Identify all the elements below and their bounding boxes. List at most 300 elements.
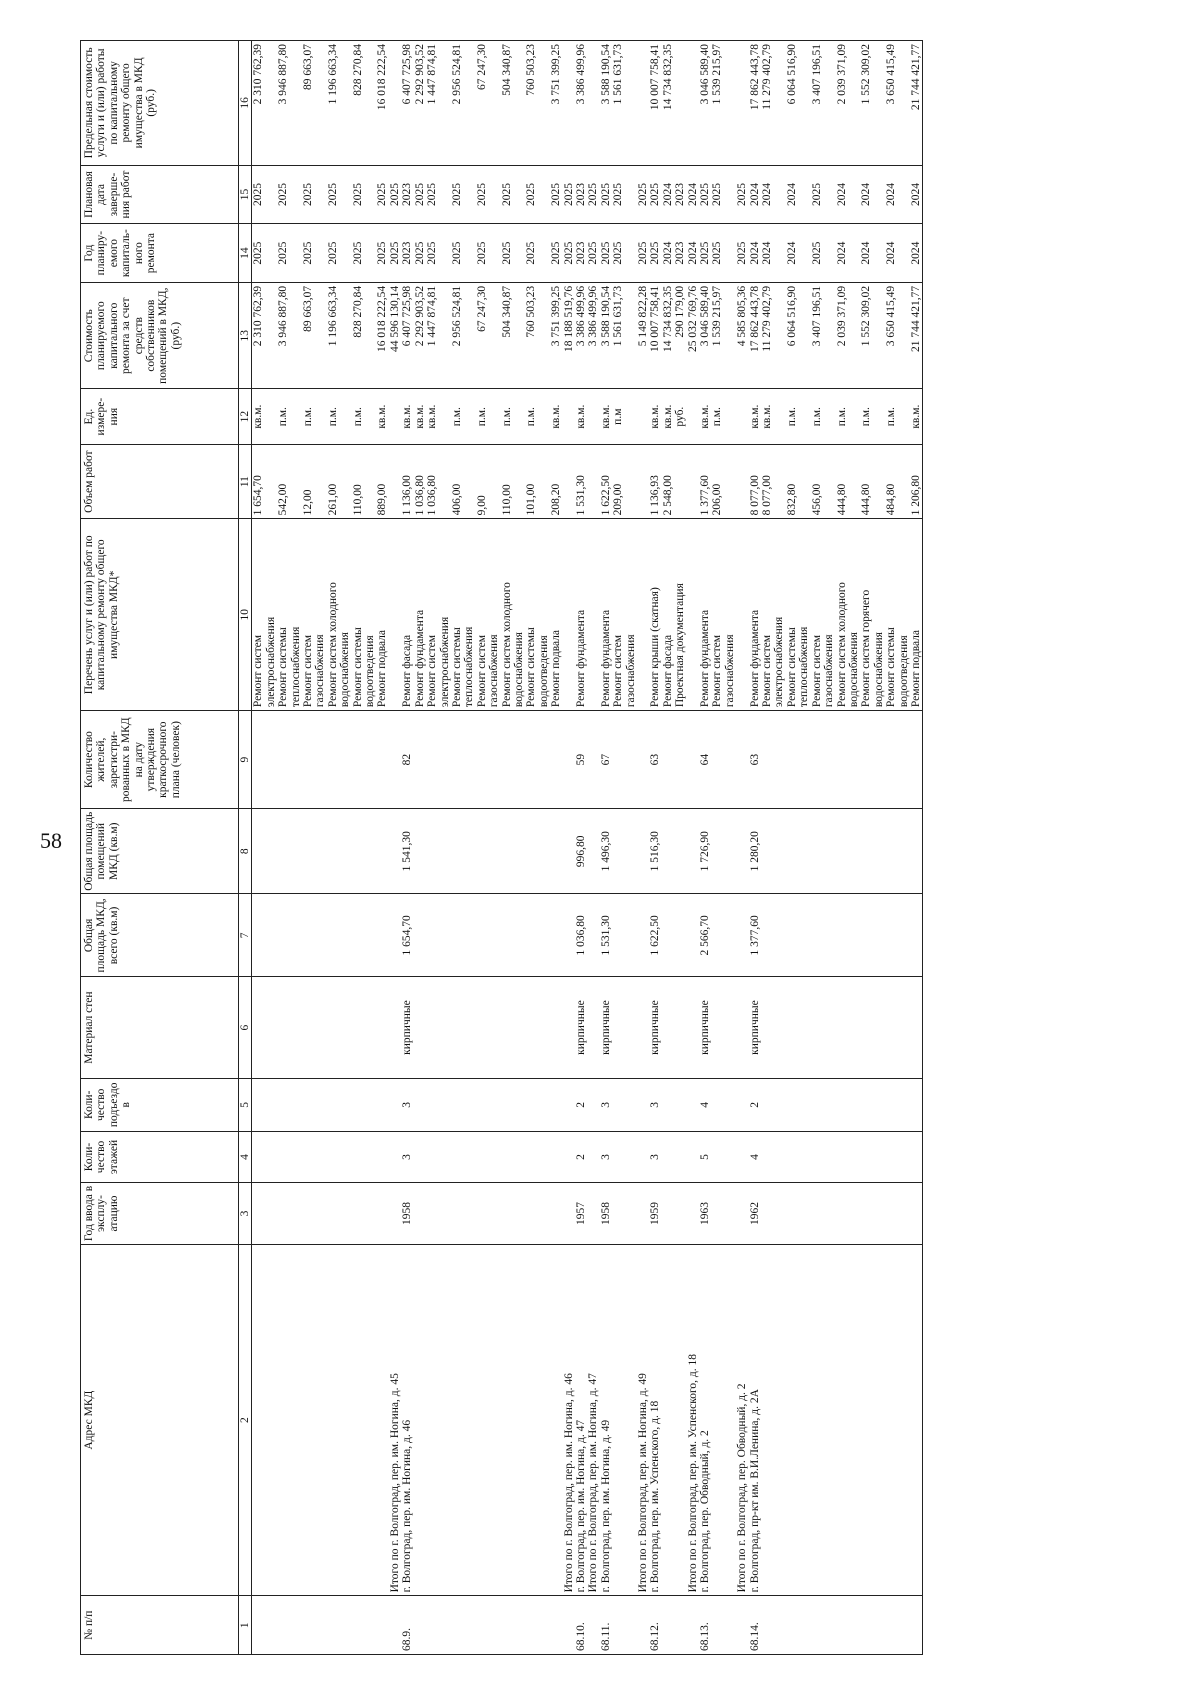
address-line: Итого по г. Волгоград, пер. им. Ногина, д. 45 bbox=[388, 1373, 401, 1593]
volume-cell-line bbox=[773, 448, 785, 516]
row-number-value: 68.10. bbox=[574, 1622, 587, 1651]
limit-cost-cell bbox=[687, 41, 737, 166]
year-cell-value: 1962 bbox=[748, 1201, 761, 1225]
volume-cell-line: 101,00 bbox=[525, 483, 538, 516]
plan-year-cell-line: 2024 bbox=[885, 241, 898, 265]
unit-cell bbox=[587, 389, 637, 444]
residents-cell-value: 64 bbox=[699, 753, 712, 766]
wall-material-cell-value: кирпичные bbox=[599, 1000, 612, 1055]
plan-year-cell-line bbox=[513, 227, 525, 279]
address-cell bbox=[637, 1244, 687, 1596]
volume-cell-line bbox=[488, 448, 500, 516]
wall-material-cell-value: кирпичные bbox=[649, 1000, 662, 1055]
plan-year-cell bbox=[252, 224, 389, 283]
address-cell bbox=[587, 1244, 637, 1596]
unit-cell-line: кв.м. bbox=[761, 404, 774, 429]
plan-year-cell-line: 2025 bbox=[637, 241, 649, 265]
limit-cost-cell-line bbox=[538, 44, 550, 162]
limit-cost-cell-line: 17 862 443,78 bbox=[748, 44, 761, 111]
column-number: 9 bbox=[239, 711, 252, 809]
plan-year-cell-line: 2024 bbox=[860, 241, 873, 265]
spacer bbox=[687, 1186, 699, 1241]
header-cell: Год ввода в эксплу- атацию bbox=[81, 1183, 239, 1245]
limit-cost-cell-line: 2 039 371,09 bbox=[835, 44, 848, 105]
spacer bbox=[736, 980, 748, 1074]
plan-year-cell-line: 2025 bbox=[277, 241, 290, 265]
volume-cell-line: 1 377,60 bbox=[699, 475, 712, 516]
cost-cell-line: 2 956 524,81 bbox=[450, 285, 463, 347]
unit-cell-line: п.м. bbox=[525, 407, 538, 427]
completion-year-cell-line bbox=[625, 169, 637, 221]
completion-year-cell-line: 2025 bbox=[475, 183, 488, 207]
plan-year-cell-line bbox=[290, 227, 302, 279]
unit-cell-line: п.м bbox=[612, 408, 625, 425]
spacer bbox=[736, 1082, 748, 1128]
plan-year-cell-line: 2023 bbox=[674, 241, 687, 265]
premises-area-cell-value: 996,80 bbox=[574, 835, 587, 868]
entrances-cell bbox=[389, 1078, 563, 1131]
spacer bbox=[736, 714, 748, 805]
wall-material-cell-value: кирпичные bbox=[699, 1000, 712, 1055]
spacer bbox=[563, 980, 575, 1074]
unit-cell-line: кв.м. bbox=[649, 404, 662, 429]
cost-cell-line: 2 310 762,39 bbox=[252, 285, 265, 347]
works-cell-line: Проектная документация bbox=[674, 583, 687, 708]
unit-cell-line bbox=[587, 392, 599, 440]
plan-year-cell-line: 2024 bbox=[686, 241, 699, 265]
entrances-cell bbox=[736, 1078, 923, 1131]
plan-year-cell-line bbox=[724, 227, 736, 279]
volume-cell-line: 8 077,00 bbox=[748, 475, 761, 516]
plan-year-cell-line bbox=[439, 227, 451, 279]
limit-cost-cell-line: 1 196 663,34 bbox=[326, 44, 339, 105]
premises-area-cell-value: 1 496,30 bbox=[599, 831, 612, 872]
table-row bbox=[587, 41, 637, 1655]
wall-material-cell bbox=[687, 977, 737, 1078]
plan-year-cell bbox=[637, 224, 687, 283]
plan-year-cell-line bbox=[265, 227, 277, 279]
completion-year-cell-line bbox=[724, 169, 736, 221]
plan-year-cell-line: 2025 bbox=[475, 241, 488, 265]
works-cell-line bbox=[687, 522, 699, 707]
limit-cost-cell-line: 1 561 631,73 bbox=[612, 44, 625, 105]
address-line: г. Волгоград, пер. им. Ногина, д. 46 bbox=[401, 1419, 414, 1593]
total-area-cell bbox=[563, 894, 588, 977]
completion-year-cell-line bbox=[538, 169, 550, 221]
works-cell-line: Ремонт фундамента bbox=[748, 609, 761, 708]
floors-cell-value: 5 bbox=[699, 1154, 712, 1160]
works-cell-line: Ремонт подвала bbox=[376, 629, 389, 708]
spacer bbox=[637, 897, 649, 973]
volume-cell-line bbox=[538, 448, 550, 516]
works-cell-line: газоснабжения bbox=[723, 634, 736, 708]
unit-cell-line: кв.м. bbox=[426, 404, 439, 429]
address-cell bbox=[736, 1244, 923, 1596]
limit-cost-cell-line: 1 552 309,02 bbox=[860, 44, 873, 105]
unit-cell-line: п.м. bbox=[860, 407, 873, 427]
volume-cell-line bbox=[848, 448, 860, 516]
spacer bbox=[389, 714, 401, 805]
volume-cell-line: 1 531,30 bbox=[574, 475, 587, 516]
table-row bbox=[736, 41, 923, 1655]
limit-cost-cell-line bbox=[637, 44, 649, 162]
works-cell-line: Ремонт систем bbox=[761, 634, 774, 708]
address-line: г. Волгоград, пер. Обводный, д. 2 bbox=[699, 1430, 712, 1593]
address-cell bbox=[389, 1244, 563, 1596]
limit-cost-cell bbox=[389, 41, 563, 166]
completion-year-cell-line: 2023 bbox=[674, 183, 687, 207]
cost-cell-line: 25 032 769,76 bbox=[686, 285, 699, 353]
works-cell bbox=[389, 519, 563, 711]
volume-cell bbox=[687, 444, 737, 519]
cost-cell-line: 6 064 516,90 bbox=[785, 285, 798, 347]
cost-cell-line: 3 588 190,54 bbox=[599, 285, 612, 347]
spacer bbox=[563, 1599, 575, 1651]
unit-cell-line bbox=[563, 392, 575, 440]
completion-year-cell-line bbox=[848, 169, 860, 221]
cost-cell bbox=[389, 282, 563, 389]
spacer bbox=[687, 897, 699, 973]
address-line: Итого по г. Волгоград, пер. им. Ногина, д. 47 bbox=[587, 1373, 600, 1593]
completion-year-cell-line: 2023 bbox=[574, 183, 587, 207]
unit-cell-line bbox=[736, 392, 748, 440]
plan-year-cell-line: 2025 bbox=[810, 241, 823, 265]
total-area-cell-value: 1 654,70 bbox=[401, 915, 414, 956]
address-cell bbox=[687, 1244, 737, 1596]
rotated-table-page bbox=[80, 40, 1120, 1655]
unit-cell-line: п.м. bbox=[500, 407, 513, 427]
unit-cell-line bbox=[798, 392, 810, 440]
wall-material-cell bbox=[252, 977, 389, 1078]
total-area-cell-value: 1 622,50 bbox=[649, 915, 662, 956]
entrances-cell-value: 3 bbox=[401, 1101, 414, 1108]
volume-cell-line bbox=[724, 448, 736, 516]
cost-cell-line bbox=[798, 286, 810, 386]
works-cell-line: водоснабжения bbox=[512, 632, 525, 708]
volume-cell-line bbox=[587, 448, 599, 516]
unit-cell-line: кв.м. bbox=[661, 404, 674, 429]
residents-cell bbox=[736, 711, 923, 809]
row-number bbox=[563, 1596, 588, 1655]
residents-cell-value: 67 bbox=[599, 753, 612, 766]
works-cell-line: водоотведения bbox=[897, 635, 910, 708]
completion-year-cell-line: 2025 bbox=[277, 183, 290, 207]
works-cell-line: теплоснабжения bbox=[798, 626, 811, 708]
header-row bbox=[81, 41, 239, 1655]
wall-material-cell bbox=[563, 977, 588, 1078]
column-number: 16 bbox=[239, 41, 252, 166]
address-line: г. Волгоград, пер. им. Успенского, д. 18 bbox=[649, 1400, 662, 1593]
table-row bbox=[389, 41, 563, 1655]
total-area-cell bbox=[389, 894, 563, 977]
spacer bbox=[736, 1599, 748, 1651]
unit-cell-line bbox=[265, 392, 277, 440]
plan-year-cell-line: 2025 bbox=[376, 241, 389, 265]
plan-year-cell-line bbox=[314, 227, 326, 279]
premises-area-cell bbox=[252, 809, 389, 894]
cost-cell-line bbox=[314, 286, 326, 386]
limit-cost-cell bbox=[637, 41, 687, 166]
volume-cell-line bbox=[625, 448, 637, 516]
completion-year-cell bbox=[563, 165, 588, 224]
completion-year-cell bbox=[389, 165, 563, 224]
limit-cost-cell-line bbox=[674, 44, 686, 162]
row-number-value: 68.14. bbox=[748, 1622, 761, 1651]
spacer bbox=[563, 1135, 575, 1179]
plan-year-cell-line: 2024 bbox=[835, 241, 848, 265]
total-area-cell bbox=[687, 894, 737, 977]
unit-cell-line: кв.м. bbox=[376, 404, 389, 429]
plan-year-cell-line bbox=[364, 227, 376, 279]
plan-year-cell-line bbox=[625, 227, 637, 279]
limit-cost-cell-line bbox=[339, 44, 351, 162]
unit-cell-line: п.м. bbox=[277, 407, 290, 427]
limit-cost-cell-line bbox=[265, 44, 277, 162]
works-cell-line bbox=[587, 522, 599, 707]
header-cell: Ед. измере- ния bbox=[81, 389, 239, 444]
entrances-cell bbox=[587, 1078, 637, 1131]
completion-year-cell-line: 2025 bbox=[810, 183, 823, 207]
premises-area-cell bbox=[637, 809, 687, 894]
volume-cell-line bbox=[314, 448, 326, 516]
completion-year-cell-line: 2025 bbox=[736, 183, 749, 207]
limit-cost-cell-line: 2 292 903,52 bbox=[413, 44, 426, 105]
header-cell: Материал стен bbox=[81, 977, 239, 1078]
cost-cell-line: 11 279 402,79 bbox=[761, 285, 774, 352]
total-area-cell bbox=[252, 894, 389, 977]
year-cell bbox=[389, 1183, 563, 1245]
unit-cell bbox=[637, 389, 687, 444]
works-cell-line: электроснабжения bbox=[264, 616, 277, 708]
floors-cell-value: 3 bbox=[401, 1154, 414, 1160]
volume-cell bbox=[389, 444, 563, 519]
row-number bbox=[637, 1596, 687, 1655]
works-cell-line: Ремонт систем bbox=[810, 634, 823, 708]
unit-cell-line bbox=[625, 392, 637, 440]
entrances-cell-value: 3 bbox=[649, 1101, 662, 1108]
volume-cell-line: 2 548,00 bbox=[661, 475, 674, 516]
works-cell bbox=[687, 519, 737, 711]
limit-cost-cell-line bbox=[898, 44, 910, 162]
works-cell-line: водоснабжения bbox=[872, 632, 885, 708]
cost-cell-line bbox=[265, 286, 277, 386]
spacer bbox=[637, 714, 649, 805]
cost-cell-line bbox=[873, 286, 885, 386]
limit-cost-cell-line bbox=[587, 44, 599, 162]
plan-year-cell-line: 2025 bbox=[426, 241, 439, 265]
premises-area-cell bbox=[563, 809, 588, 894]
unit-cell-line: кв.м. bbox=[909, 404, 922, 429]
spacer bbox=[587, 980, 599, 1074]
volume-cell bbox=[587, 444, 637, 519]
works-cell-line: водоотведения bbox=[364, 635, 377, 708]
works-cell-line: Ремонт системы bbox=[525, 627, 538, 708]
entrances-cell bbox=[563, 1078, 588, 1131]
plan-year-cell bbox=[687, 224, 737, 283]
wall-material-cell bbox=[736, 977, 923, 1078]
floors-cell bbox=[587, 1131, 637, 1182]
volume-cell bbox=[736, 444, 923, 519]
volume-cell-line bbox=[637, 448, 649, 516]
limit-cost-cell bbox=[563, 41, 588, 166]
works-cell-line bbox=[389, 522, 401, 707]
plan-year-cell-line: 2025 bbox=[252, 241, 265, 265]
works-cell bbox=[736, 519, 923, 711]
limit-cost-cell-line bbox=[687, 44, 699, 162]
cost-cell-line: 67 247,30 bbox=[475, 285, 488, 332]
spacer bbox=[563, 1082, 575, 1128]
completion-year-cell-line: 2025 bbox=[326, 183, 339, 207]
year-cell-value: 1958 bbox=[401, 1201, 414, 1225]
wall-material-cell-value: кирпичные bbox=[401, 1000, 414, 1055]
residents-cell bbox=[637, 711, 687, 809]
completion-year-cell-line: 2025 bbox=[562, 183, 575, 207]
cost-cell bbox=[587, 282, 637, 389]
spacer bbox=[587, 1082, 599, 1128]
volume-cell-line bbox=[439, 448, 451, 516]
premises-area-cell bbox=[736, 809, 923, 894]
works-cell-line: Ремонт систем bbox=[426, 634, 439, 708]
plan-year-cell-line: 2025 bbox=[587, 241, 600, 265]
year-cell bbox=[637, 1183, 687, 1245]
completion-year-cell-line: 2025 bbox=[388, 183, 401, 207]
total-area-cell bbox=[587, 894, 637, 977]
header-cell: Коли- чество этажей bbox=[81, 1131, 239, 1182]
plan-year-cell-line bbox=[773, 227, 785, 279]
cost-cell-line: 1 539 215,97 bbox=[711, 285, 724, 347]
volume-cell-line: 1 622,50 bbox=[599, 475, 612, 516]
limit-cost-cell-line: 1 539 215,97 bbox=[711, 44, 724, 105]
works-cell bbox=[252, 519, 389, 711]
completion-year-cell bbox=[637, 165, 687, 224]
limit-cost-cell-line: 3 407 196,51 bbox=[810, 44, 823, 105]
works-cell-line: Ремонт систем bbox=[711, 634, 724, 708]
unit-cell-line bbox=[513, 392, 525, 440]
works-cell-line: Ремонт системы bbox=[351, 627, 364, 708]
plan-year-cell-line: 2024 bbox=[748, 241, 761, 265]
cost-cell bbox=[563, 282, 588, 389]
cost-cell-line: 4 585 805,36 bbox=[736, 285, 749, 347]
header-cell: Коли- чество подъездо в bbox=[81, 1078, 239, 1131]
unit-cell-line: п.м. bbox=[351, 407, 364, 427]
residents-cell bbox=[587, 711, 637, 809]
completion-year-cell-line: 2025 bbox=[599, 183, 612, 207]
cost-cell-line: 16 018 222,54 bbox=[376, 285, 389, 353]
works-cell-line: Ремонт систем bbox=[252, 634, 265, 708]
plan-year-cell-line bbox=[898, 227, 910, 279]
entrances-cell-value: 4 bbox=[699, 1101, 712, 1108]
works-cell-line: водоснабжения bbox=[847, 632, 860, 708]
cost-cell-line: 6 407 725,98 bbox=[401, 285, 414, 347]
unit-cell bbox=[563, 389, 588, 444]
cost-cell-line: 3 386 499,96 bbox=[574, 285, 587, 347]
volume-cell-line bbox=[265, 448, 277, 516]
completion-year-cell-line bbox=[265, 169, 277, 221]
completion-year-cell-line: 2025 bbox=[637, 183, 649, 207]
row-number-value: 68.11. bbox=[599, 1622, 612, 1651]
plan-year-cell bbox=[736, 224, 923, 283]
volume-cell-line: 110,00 bbox=[500, 484, 513, 516]
wall-material-cell-value: кирпичные bbox=[748, 1000, 761, 1055]
plan-year-cell-line: 2025 bbox=[450, 241, 463, 265]
cost-cell-line: 3 407 196,51 bbox=[810, 285, 823, 347]
volume-cell-line: 208,20 bbox=[550, 483, 563, 516]
cost-cell bbox=[252, 282, 389, 389]
works-cell-line: Ремонт фасада bbox=[401, 634, 414, 708]
volume-cell-line: 209,00 bbox=[612, 483, 625, 516]
limit-cost-cell-line bbox=[314, 44, 326, 162]
cost-cell-line bbox=[463, 286, 475, 386]
column-number: 15 bbox=[239, 165, 252, 224]
unit-cell-line: п.м. bbox=[450, 407, 463, 427]
table-row bbox=[687, 41, 737, 1655]
volume-cell-line bbox=[290, 448, 302, 516]
cost-cell-line bbox=[538, 286, 550, 386]
year-cell-value: 1957 bbox=[574, 1201, 587, 1225]
plan-year-cell bbox=[563, 224, 588, 283]
limit-cost-cell-line bbox=[823, 44, 835, 162]
works-cell-line: газоснабжения bbox=[624, 634, 637, 708]
spacer bbox=[687, 812, 699, 890]
entrances-cell-value: 3 bbox=[599, 1101, 612, 1108]
spacer bbox=[587, 812, 599, 890]
header-cell: Общая площадь помещений МКД (кв.м) bbox=[81, 809, 239, 894]
spacer bbox=[687, 1082, 699, 1128]
header-cell: Количество жителей, зарегистри- рованных в МКД на дату утверждения краткосрочного плана (человек) bbox=[81, 711, 239, 809]
limit-cost-cell-line bbox=[724, 44, 736, 162]
works-cell-line: Ремонт систем холодного bbox=[500, 582, 513, 708]
unit-cell-line: кв.м. bbox=[401, 404, 414, 429]
header-cell: Год планиру- емого капиталь- ного ремонта bbox=[81, 224, 239, 283]
cost-cell-line: 21 744 421,77 bbox=[909, 285, 922, 353]
volume-cell-line: 261,00 bbox=[326, 483, 339, 516]
works-cell-line bbox=[637, 522, 649, 707]
works-cell-line: Ремонт фундамента bbox=[599, 609, 612, 708]
completion-year-cell-line: 2025 bbox=[699, 183, 712, 207]
completion-year-cell-line bbox=[339, 169, 351, 221]
floors-cell bbox=[736, 1131, 923, 1182]
total-area-cell-value: 2 566,70 bbox=[699, 915, 712, 956]
unit-cell-line bbox=[637, 392, 649, 440]
entrances-cell bbox=[687, 1078, 737, 1131]
plan-year-cell-line: 2024 bbox=[661, 241, 674, 265]
completion-year-cell-line: 2024 bbox=[748, 183, 761, 207]
limit-cost-cell-line bbox=[563, 44, 575, 162]
works-cell bbox=[587, 519, 637, 711]
cost-cell-line bbox=[848, 286, 860, 386]
cost-cell bbox=[637, 282, 687, 389]
table-row bbox=[637, 41, 687, 1655]
completion-year-cell-line: 2025 bbox=[351, 183, 364, 207]
completion-year-cell-line: 2025 bbox=[376, 183, 389, 207]
limit-cost-cell-line bbox=[736, 44, 748, 162]
spacer bbox=[637, 1599, 649, 1651]
unit-cell-line: п.м. bbox=[835, 407, 848, 427]
column-number: 13 bbox=[239, 282, 252, 389]
volume-cell-line bbox=[364, 448, 376, 516]
spacer bbox=[389, 1135, 401, 1179]
plan-year-cell-line: 2025 bbox=[736, 241, 749, 265]
spacer bbox=[637, 812, 649, 890]
column-number: 12 bbox=[239, 389, 252, 444]
cost-cell-line bbox=[724, 286, 736, 386]
volume-cell-line: 8 077,00 bbox=[761, 475, 774, 516]
limit-cost-cell-line: 504 340,87 bbox=[500, 44, 513, 96]
plan-year-cell-line: 2025 bbox=[612, 241, 625, 265]
year-cell bbox=[252, 1183, 389, 1245]
total-area-cell-value: 1 531,30 bbox=[599, 915, 612, 956]
column-number-row bbox=[239, 41, 252, 1655]
